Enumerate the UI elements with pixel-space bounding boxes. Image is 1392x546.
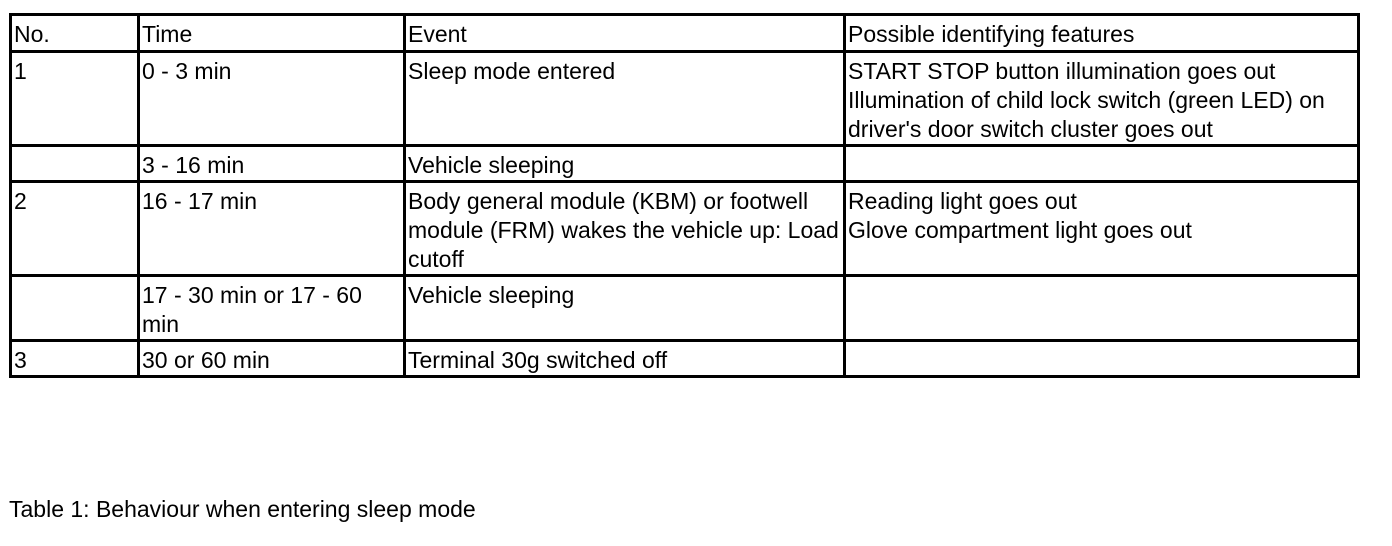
cell-time: 17 - 30 min or 17 - 60 min	[139, 276, 405, 341]
cell-features	[845, 52, 1359, 146]
header-features: Possible identifying features	[845, 15, 1359, 52]
cell-features	[845, 341, 1359, 377]
table-row	[11, 182, 1359, 276]
header-event: Event	[405, 15, 845, 52]
cell-features	[845, 182, 1359, 276]
feature-line: START STOP button illumination goes out	[848, 58, 1276, 84]
table-row	[11, 341, 1359, 377]
header-no: No.	[11, 15, 139, 52]
cell-features	[845, 146, 1359, 182]
table-row	[11, 146, 1359, 182]
feature-line: Reading light goes out	[848, 188, 1077, 214]
cell-event: Vehicle sleeping	[405, 276, 845, 341]
cell-no: 2	[11, 182, 139, 276]
sleep-mode-table	[9, 13, 1360, 378]
feature-line: Illumination of child lock switch (green LED) on driver's door switch cluster goes out	[848, 87, 1325, 142]
table-caption: Table 1: Behaviour when entering sleep mode	[9, 496, 476, 522]
table-header-row	[11, 15, 1359, 52]
cell-no: 3	[11, 341, 139, 377]
cell-no: 1	[11, 52, 139, 146]
cell-event: Sleep mode entered	[405, 52, 845, 146]
cell-no	[11, 276, 139, 341]
cell-event: Body general module (KBM) or footwell module (FRM) wakes the vehicle up: Load cutoff	[405, 182, 845, 276]
feature-line: Glove compartment light goes out	[848, 217, 1192, 243]
cell-time: 0 - 3 min	[139, 52, 405, 146]
table-row	[11, 276, 1359, 341]
cell-time: 30 or 60 min	[139, 341, 405, 377]
cell-time: 16 - 17 min	[139, 182, 405, 276]
cell-no	[11, 146, 139, 182]
cell-event: Terminal 30g switched off	[405, 341, 845, 377]
table-row	[11, 52, 1359, 146]
header-time: Time	[139, 15, 405, 52]
cell-time: 3 - 16 min	[139, 146, 405, 182]
cell-event: Vehicle sleeping	[405, 146, 845, 182]
cell-features	[845, 276, 1359, 341]
